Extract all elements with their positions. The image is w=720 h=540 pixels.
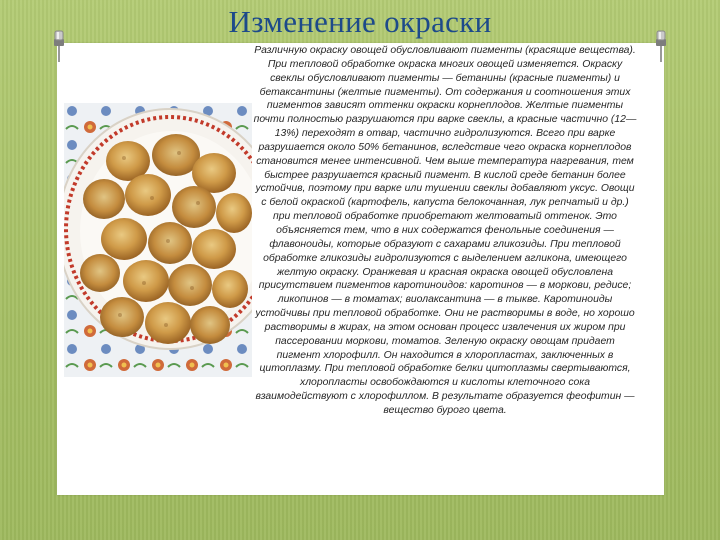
pushpin-icon	[654, 30, 668, 62]
body-text: Различную окраску овощей обусловливают пигменты (красящие вещества). При тепловой обработке окраска многих овощей изменяется. Окраску свеклы обусловливают пигменты — бетанины (красные пигменты) и бетаксантины (желтые пигменты). От содержания и соотношения этих пигментов зависят оттенки окраски корнеплодов. Желтые пигменты почти полностью разрушаются при варке свеклы, а красные частично (12—13%) переходят в отвар, частично гидролизуются. Всего при варке разрушается около 50% бетанинов, вследствие чего окраска корнеплодов становится менее интенсивной. Чем выше температура нагревания, тем быстрее разрушается красный пигмент. В кислой среде бетанин более устойчив, поэтому при варке или тушении свеклы добавляют уксус. Овощи с белой окраской (картофель, капуста белокочанная, лук репчатый и др.) при тепловой обработке приобретают желтоватый оттенок. Это объясняется тем, что в них содержатся фенольные соединения — флавоноиды, которые образуют с сахарами гликозиды. При тепловой обработке гликозиды гидролизуются с выделением агликона, имеющего желтую окраску. Оранжевая и красная окраска овощей обусловлена присутствием пигментов каротиноидов: каротинов — в моркови, редисе; ликопинов — в томатах; виолаксантина — в тыкве. Каротиноиды устойчивы при тепловой обработке. Они не растворимы в воде, но хорошо растворимы в жирах, на этом основан процесс извлечения их жиром при пассеровании моркови, томатов. Зеленую окраску овощам придает пигмент хлорофилл. Он находится в хлоропластах, заключенных в цитоплазму. При тепловой обработке белки цитоплазмы свертываются, хлоропласты освобождаются и кислоты клеточного сока взаимодействуют с хлорофиллом. В результате образуется феофитин — вещество бурого цвета.	[253, 45, 637, 416]
fried-vegetables-photo	[64, 103, 252, 377]
slide-title: Изменение окраски	[228, 4, 492, 39]
pushpin-icon	[52, 30, 66, 62]
